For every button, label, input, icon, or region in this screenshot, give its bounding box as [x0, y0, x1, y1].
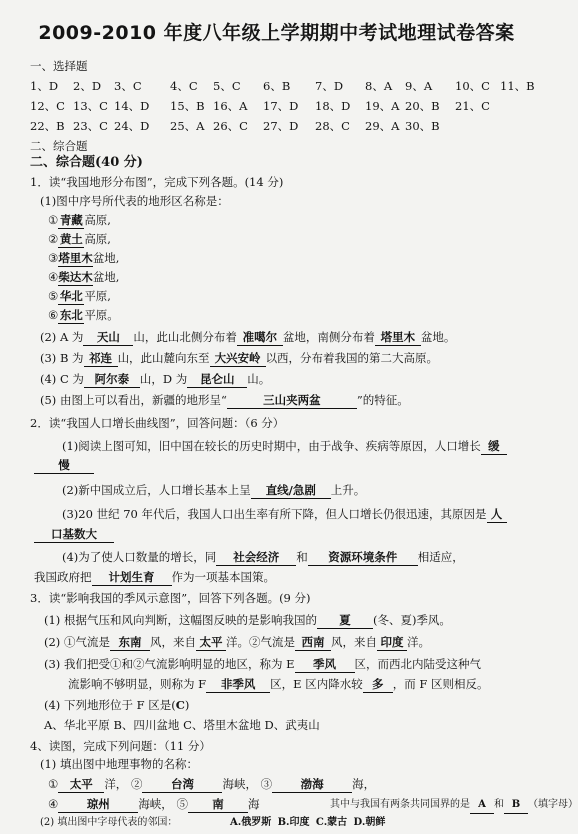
text-fragment: ③ — [260, 777, 273, 791]
text-fragment: ⑥ — [48, 308, 59, 322]
text-fragment: 人 — [487, 506, 507, 523]
text-fragment: 盆地，南侧分布着 — [282, 330, 375, 344]
choice-answer: 24、D — [114, 119, 150, 133]
question-3-options: A、华北平原 B、四川盆地 C、塔里木盆地 D、武夷山 — [44, 718, 320, 732]
text-fragment: （填字母） — [528, 799, 578, 810]
text-fragment: ② — [130, 777, 143, 791]
text-fragment: 慢 — [34, 457, 94, 474]
choice-answer: 29、A — [365, 119, 400, 133]
text-fragment: D.朝鲜 — [353, 817, 386, 828]
text-fragment: 三山夹两盆 — [227, 392, 357, 409]
text-fragment: (1) 根据气压和风向判断，这幅图反映的是影响我国的 — [44, 613, 317, 627]
text-fragment: 高原, — [84, 232, 111, 246]
text-fragment: 资源环境条件 — [308, 549, 418, 566]
text-fragment: (5) 由图上可以看出，新疆的地形呈“ — [40, 393, 227, 407]
text-fragment: 口基数大 — [34, 526, 114, 543]
question-3-sub-3 — [44, 656, 481, 673]
question-3-stem: 3．读“影响我国的季风示意图”，回答下列各题。(9 分) — [30, 591, 311, 605]
text-fragment: 流影响不够明显，则称为 F — [68, 677, 207, 691]
question-1-sub-2 — [40, 329, 455, 346]
choice-answer: 2、D — [73, 79, 102, 93]
text-fragment: 夏 — [317, 612, 373, 629]
text-fragment: ④ — [48, 270, 59, 284]
choice-answers-row — [30, 118, 530, 134]
text-fragment: 相适应， — [417, 550, 464, 564]
text-fragment: 和 — [296, 550, 308, 564]
text-fragment: 以西，分布着我国的第二大高原。 — [265, 351, 439, 365]
text-fragment: 天山 — [83, 329, 133, 346]
section-heading-choice: 一、选择题 — [30, 59, 88, 73]
question-4-last — [330, 797, 578, 814]
answer-blank: 黄土 — [59, 232, 83, 246]
text-fragment: B.印度 — [277, 817, 310, 828]
text-fragment: 平原。 — [84, 308, 119, 322]
choice-answer: 30、B — [405, 119, 440, 133]
choice-answer: 4、C — [170, 79, 198, 93]
text-fragment: 海峡， — [222, 777, 257, 791]
landform-item — [48, 212, 111, 229]
text-fragment: 非季风 — [206, 676, 270, 693]
question-1-sub-5 — [40, 392, 409, 409]
text-fragment: ③ — [48, 251, 59, 265]
landform-item — [48, 250, 119, 267]
question-3-sub-4 — [44, 697, 189, 713]
question-2-sub-2 — [62, 482, 365, 499]
choice-answer: 17、D — [263, 99, 299, 113]
text-fragment: (2) A 为 — [40, 330, 84, 344]
text-fragment: 山，D 为 — [139, 372, 188, 386]
text-fragment: 大兴安岭 — [210, 350, 266, 367]
answer-blank: 青藏 — [59, 213, 83, 227]
question-2-stem: 2．读“我国人口增长曲线图”，回答问题：（6 分） — [30, 416, 285, 430]
text-fragment: (3) B 为 — [40, 351, 84, 365]
question-3-sub-3-cont — [68, 676, 489, 693]
question-2-sub-1-cont — [34, 457, 94, 474]
text-fragment: ⑤ — [176, 797, 188, 811]
text-fragment: 渤海 — [272, 776, 352, 793]
question-4-sub-1: (1) 填出图中地理事物的名称： — [40, 757, 198, 771]
question-1-sub-3 — [40, 350, 438, 367]
question-4-stem: 4、读图，完成下列问题：（11 分） — [30, 739, 211, 753]
question-4-sub-2: (2) 填出图中字母代表的邻国： — [40, 817, 178, 828]
text-fragment: C — [175, 698, 185, 712]
choice-answer: 14、D — [114, 99, 150, 113]
choice-answer: 5、C — [213, 79, 241, 93]
text-fragment: 和 — [494, 799, 504, 810]
text-fragment: ”的特征。 — [356, 393, 409, 407]
text-fragment: 多 — [363, 676, 393, 693]
choice-answer: 10、C — [455, 79, 490, 93]
text-fragment: (4) C 为 — [40, 372, 84, 386]
text-fragment: 其中与我国有两条共同国界的是 — [330, 799, 470, 810]
text-fragment: 海 — [247, 797, 260, 811]
text-fragment: 山，此山北侧分布着 — [133, 330, 237, 344]
text-fragment: 风，来自 — [330, 635, 377, 649]
section-heading-comprehensive-small: 二、综合题 — [30, 139, 88, 153]
question-2-sub-4-cont — [34, 569, 275, 586]
choice-answer: 20、B — [405, 99, 440, 113]
choice-answer: 9、A — [405, 79, 433, 93]
question-2-sub-3-cont — [34, 526, 114, 543]
text-fragment: 高原, — [84, 213, 111, 227]
question-3-sub-1 — [44, 612, 451, 629]
text-fragment: 区，E 区内降水较 — [270, 677, 363, 691]
text-fragment: 平原, — [84, 289, 111, 303]
text-fragment: 琼州 — [58, 796, 138, 813]
text-fragment: 缓 — [481, 438, 507, 455]
text-fragment: 盆地, — [92, 251, 120, 265]
text-fragment: ① — [48, 777, 59, 791]
text-fragment: 台湾 — [142, 776, 222, 793]
choice-answer: 22、B — [30, 119, 65, 133]
choice-answer: 12、C — [30, 99, 65, 113]
answer-blank: 塔里木 — [58, 251, 93, 265]
page-title: 2009-2010 年度八年级上学期期中考试地理试卷答案 — [38, 22, 515, 44]
text-fragment: (2) ①气流是 — [44, 635, 110, 649]
text-fragment: 区，而西北内陆受这种气 — [354, 657, 481, 671]
text-fragment: 昆仑山 — [187, 371, 247, 388]
text-fragment: 盆地, — [92, 270, 120, 284]
text-fragment: (2)新中国成立后，人口增长基本上呈 — [62, 483, 251, 497]
text-fragment: 太平 — [196, 634, 226, 651]
text-fragment: 我国政府把 — [34, 570, 92, 584]
landform-item — [48, 269, 119, 286]
text-fragment: 印度 — [377, 634, 407, 651]
text-fragment: 上升。 — [330, 483, 366, 497]
question-3-sub-2 — [44, 634, 430, 651]
choice-answer: 7、D — [315, 79, 344, 93]
answer-blank: 东北 — [59, 308, 83, 322]
question-1-stem: 1．读“我国地形分布图”，完成下列各题。(14 分) — [30, 175, 284, 189]
text-fragment: 塔里木 — [375, 329, 421, 346]
text-fragment: 风，来自 — [149, 635, 196, 649]
text-fragment: 东南 — [110, 634, 150, 651]
choice-answer: 27、D — [263, 119, 299, 133]
answer-blank: 华北 — [59, 289, 83, 303]
text-fragment: 洋。 — [406, 635, 430, 649]
choice-answer: 6、B — [263, 79, 291, 93]
choice-answer: 26、C — [213, 119, 248, 133]
text-fragment: A — [470, 797, 494, 814]
question-2-sub-1 — [62, 438, 507, 455]
geography-names-row — [48, 796, 259, 813]
geography-names-row — [48, 776, 375, 793]
text-fragment: 直线/急剧 — [251, 482, 331, 499]
text-fragment: 南 — [188, 796, 248, 813]
text-fragment: (3)20 世纪 70 年代后，我国人口出生率有所下降，但人口增长仍很迅速，其原因是 — [62, 507, 487, 521]
landform-item — [48, 307, 119, 324]
text-fragment: ② — [48, 232, 59, 246]
section-heading-comprehensive: 二、综合题(40 分) — [30, 155, 143, 170]
choice-answer: 25、A — [170, 119, 205, 133]
text-fragment: 社会经济 — [216, 549, 296, 566]
text-fragment: 太平 — [58, 776, 104, 793]
choice-answer: 13、C — [73, 99, 108, 113]
text-fragment: ④ — [48, 797, 59, 811]
choice-answer: 15、B — [170, 99, 205, 113]
choice-answer: 1、D — [30, 79, 59, 93]
text-fragment: 准噶尔 — [237, 329, 283, 346]
text-fragment: 洋， — [104, 777, 128, 791]
text-fragment: (4) 下列地形位于 F 区是( — [44, 698, 176, 712]
choice-answer: 28、C — [315, 119, 350, 133]
choice-answer: 23、C — [73, 119, 108, 133]
neighbor-countries — [230, 815, 385, 831]
text-fragment: 盆地。 — [420, 330, 456, 344]
text-fragment: 海， — [352, 777, 376, 791]
question-1-sub-4 — [40, 371, 270, 388]
text-fragment: 海峡， — [138, 797, 173, 811]
choice-answer: 16、A — [213, 99, 248, 113]
text-fragment: 季风 — [295, 656, 355, 673]
text-fragment: 祁连 — [84, 350, 118, 367]
question-1-sub-1: (1)图中序号所代表的地形区名称是： — [40, 194, 229, 208]
text-fragment: B — [504, 797, 528, 814]
text-fragment: 阿尔泰 — [84, 371, 140, 388]
choice-answer: 21、C — [455, 99, 490, 113]
choice-answer: 18、D — [315, 99, 351, 113]
choice-answers-row — [30, 98, 530, 114]
text-fragment: (冬、夏)季风。 — [372, 613, 451, 627]
text-fragment: (4)为了使人口数量的增长，同 — [62, 550, 217, 564]
choice-answer: 3、C — [114, 79, 142, 93]
text-fragment: ⑤ — [48, 289, 59, 303]
text-fragment: 山，此山麓向东至 — [117, 351, 210, 365]
text-fragment: C.蒙古 — [315, 817, 348, 828]
landform-item — [48, 288, 111, 305]
text-fragment: A.俄罗斯 — [230, 817, 272, 828]
choice-answer: 8、A — [365, 79, 393, 93]
choice-answer: 19、A — [365, 99, 400, 113]
text-fragment: ，而 F 区则相反。 — [392, 677, 489, 691]
question-2-sub-4 — [62, 549, 464, 566]
text-fragment: 计划生育 — [92, 569, 172, 586]
choice-answer: 11、B — [500, 79, 535, 93]
text-fragment: 山。 — [247, 372, 271, 386]
answer-blank: 柴达木 — [58, 270, 93, 284]
text-fragment: 西南 — [295, 634, 331, 651]
text-fragment: 洋。②气流是 — [225, 635, 295, 649]
text-fragment: ) — [184, 698, 190, 712]
text-fragment: (3) 我们把受①和②气流影响明显的地区，称为 E — [44, 657, 295, 671]
text-fragment: (1)阅读上图可知，旧中国在较长的历史时期中，由于战争、疾病等原因，人口增长 — [62, 439, 481, 453]
choice-answers-row — [30, 78, 535, 94]
text-fragment: ① — [48, 213, 59, 227]
landform-item — [48, 231, 111, 248]
text-fragment: 作为一项基本国策。 — [171, 570, 275, 584]
question-2-sub-3 — [62, 506, 507, 523]
